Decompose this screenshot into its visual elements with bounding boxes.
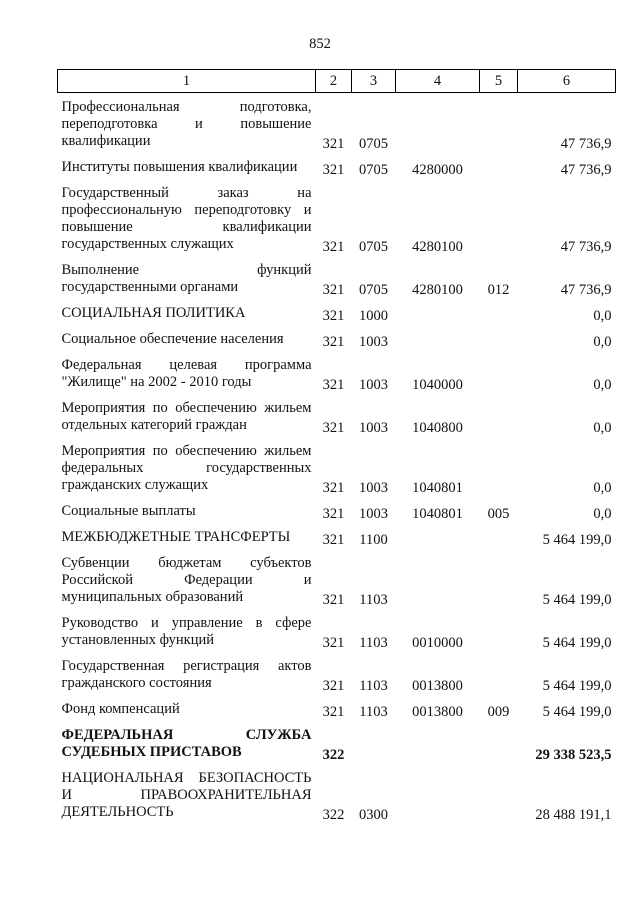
table-row [58,721,616,764]
table-row [58,523,616,549]
row-target-code-cell: 1040801 [412,480,463,496]
row-ministry-code-cell: 321 [322,480,345,496]
row-expense-type-cell [480,721,518,764]
row-ministry-code-cell: 321 [322,239,345,255]
row-ministry-code-cell: 321 [322,162,345,178]
row-amount-cell: 5 464 199,0 [542,678,612,694]
table-row [58,497,616,523]
row-name-cell: Выполнение функций государственными органами [61,262,312,295]
row-ministry-code-cell: 321 [322,704,345,720]
row-amount-cell: 5 464 199,0 [542,532,612,548]
row-expense-type-cell [480,179,518,256]
row-target-code-cell [396,93,480,154]
row-amount-cell: 0,0 [593,334,612,350]
row-target-code-cell: 0013800 [412,704,463,720]
table-row [58,437,616,497]
row-expense-type-cell [480,437,518,497]
row-expense-type-cell [480,325,518,351]
row-name-cell: Государственный заказ на профессиональную переподготовку и повышение квалификации государственных служащих [61,185,312,252]
row-section-code-cell: 1003 [359,480,388,496]
row-section-code-cell: 1003 [359,377,388,393]
row-section-code-cell: 0705 [359,162,388,178]
column-header-2: 2 [316,70,352,93]
row-expense-type-cell [480,93,518,154]
row-ministry-code-cell: 321 [322,377,345,393]
row-target-code-cell [396,721,480,764]
table-row [58,351,616,394]
row-amount-cell: 0,0 [593,506,612,522]
row-expense-type-cell [480,609,518,652]
row-name-cell: Мероприятия по обеспечению жильем федеральных государственных гражданских служащих [61,443,312,493]
row-section-code-cell: 1003 [359,334,388,350]
column-header-5: 5 [480,70,518,93]
row-target-code-cell: 0010000 [412,635,463,651]
row-expense-type-cell [480,299,518,325]
row-target-code-cell [396,549,480,609]
row-name-cell: Государственная регистрация актов гражданского состояния [61,658,312,691]
row-name-cell: Фонд компенсаций [61,701,180,717]
row-target-code-cell: 4280000 [412,162,463,178]
row-ministry-code-cell: 322 [322,807,345,823]
row-ministry-code-cell: 321 [322,308,345,324]
row-section-code-cell: 0705 [359,239,388,255]
row-amount-cell: 47 736,9 [560,282,612,298]
row-amount-cell: 5 464 199,0 [542,592,612,608]
table-header [58,70,616,93]
row-ministry-code-cell: 321 [322,136,345,152]
row-name-cell: НАЦИОНАЛЬНАЯ БЕЗОПАСНОСТЬ И ПРАВООХРАНИТЕЛЬНАЯ ДЕЯТЕЛЬНОСТЬ [61,770,312,820]
row-amount-cell: 0,0 [593,308,612,324]
row-amount-cell: 0,0 [593,377,612,393]
row-target-code-cell: 1040801 [412,506,463,522]
row-ministry-code-cell: 321 [322,592,345,608]
row-target-code-cell [396,523,480,549]
table-row [58,394,616,437]
row-section-code-cell: 1003 [359,506,388,522]
budget-table [57,69,616,824]
row-expense-type-cell [480,523,518,549]
row-expense-type-cell [480,351,518,394]
row-target-code-cell [396,764,480,824]
row-name-cell: Федеральная целевая программа "Жилище" на 2002 - 2010 годы [61,357,312,390]
row-section-code-cell: 1000 [359,308,388,324]
column-header-3: 3 [352,70,396,93]
row-section-code-cell: 1003 [359,420,388,436]
table-row [58,325,616,351]
row-expense-type-cell [480,764,518,824]
table-row [58,93,616,154]
table-row [58,299,616,325]
table-row [58,652,616,695]
row-ministry-code-cell: 321 [322,532,345,548]
row-section-code-cell: 1103 [359,704,388,720]
row-name-cell: Субвенции бюджетам субъектов Российской Федерации и муниципальных образований [61,555,312,605]
row-name-cell: СОЦИАЛЬНАЯ ПОЛИТИКА [61,305,246,321]
row-section-code-cell: 0705 [359,282,388,298]
row-section-code-cell: 0705 [359,136,388,152]
row-section-code-cell [352,721,396,764]
row-amount-cell: 47 736,9 [560,136,612,152]
row-amount-cell: 0,0 [593,480,612,496]
row-ministry-code-cell: 321 [322,678,345,694]
table-body [58,93,616,825]
row-name-cell: ФЕДЕРАЛЬНАЯ СЛУЖБА СУДЕБНЫХ ПРИСТАВОВ [61,727,312,760]
row-ministry-code-cell: 321 [322,282,345,298]
table-row [58,256,616,299]
row-name-cell: Институты повышения квалификации [61,159,298,175]
row-expense-type-cell: 005 [487,506,510,522]
table-row [58,179,616,256]
row-target-code-cell [396,325,480,351]
row-section-code-cell: 1103 [359,635,388,651]
row-expense-type-cell [480,153,518,179]
row-name-cell: Профессиональная подготовка, переподготовка и повышение квалификации [61,99,312,149]
row-amount-cell: 28 488 191,1 [535,807,612,823]
row-ministry-code-cell: 322 [322,747,345,763]
row-section-code-cell: 1103 [359,592,388,608]
row-amount-cell: 29 338 523,5 [535,747,612,763]
table-row [58,153,616,179]
row-target-code-cell: 1040000 [412,377,463,393]
row-section-code-cell: 1103 [359,678,388,694]
row-amount-cell: 5 464 199,0 [542,635,612,651]
page-number: 852 [309,36,331,52]
column-header-1: 1 [58,70,316,93]
row-expense-type-cell: 012 [487,282,510,298]
row-name-cell: Мероприятия по обеспечению жильем отдельных категорий граждан [61,400,312,433]
row-target-code-cell: 1040800 [412,420,463,436]
row-name-cell: МЕЖБЮДЖЕТНЫЕ ТРАНСФЕРТЫ [61,529,291,545]
row-ministry-code-cell: 321 [322,334,345,350]
row-section-code-cell: 1100 [359,532,388,548]
row-amount-cell: 47 736,9 [560,239,612,255]
row-amount-cell: 47 736,9 [560,162,612,178]
row-expense-type-cell: 009 [487,704,510,720]
row-expense-type-cell [480,652,518,695]
row-amount-cell: 0,0 [593,420,612,436]
row-amount-cell: 5 464 199,0 [542,704,612,720]
table-row [58,764,616,824]
row-target-code-cell: 0013800 [412,678,463,694]
column-header-4: 4 [396,70,480,93]
row-target-code-cell [396,299,480,325]
table-row [58,549,616,609]
row-name-cell: Социальное обеспечение населения [61,331,284,347]
row-expense-type-cell [480,549,518,609]
row-target-code-cell: 4280100 [412,239,463,255]
table-row [58,609,616,652]
row-expense-type-cell [480,394,518,437]
column-header-6: 6 [518,70,616,93]
row-ministry-code-cell: 321 [322,420,345,436]
table-row [58,695,616,721]
row-ministry-code-cell: 321 [322,635,345,651]
row-name-cell: Социальные выплаты [61,503,196,519]
row-section-code-cell: 0300 [359,807,388,823]
row-ministry-code-cell: 321 [322,506,345,522]
row-target-code-cell: 4280100 [412,282,463,298]
row-name-cell: Руководство и управление в сфере установленных функций [61,615,312,648]
